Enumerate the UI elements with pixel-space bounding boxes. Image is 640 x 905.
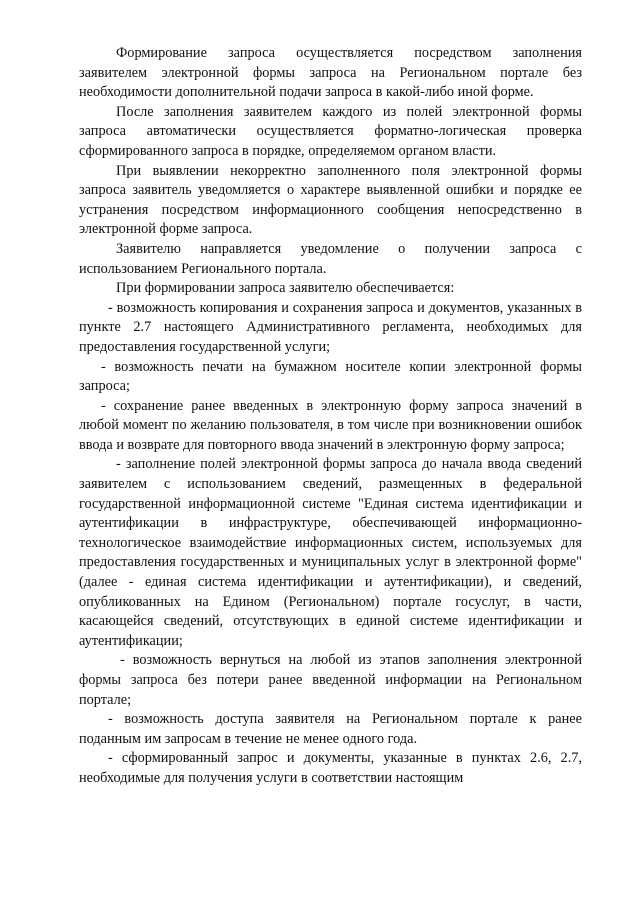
paragraph-receipt-notice: Заявителю направляется уведомление о получении запроса с использованием Регионального портала. <box>79 240 582 277</box>
list-item-print: - возможность печати на бумажном носителе копии электронной формы запроса; <box>79 358 582 395</box>
list-item-submitted-docs: - сформированный запрос и документы, указанные в пунктах 2.6, 2.7, необходимые для получения услуги в соответствии настоящим <box>79 750 582 786</box>
list-item-access-history: - возможность доступа заявителя на Региональном портале к ранее поданным им запросам в течение не менее одного года. <box>79 711 582 747</box>
paragraph-error-notification: При выявлении некорректно заполненного поля электронной формы запроса заявитель уведомляется о характере выявленной ошибки и порядке ее устранения посредством информационного сообщения непосредственно в электронной форме запроса. <box>79 162 582 238</box>
paragraph-request-formation: Формирование запроса осуществляется посредством заполнения заявителем электронной формы запроса на Региональном портале без необходимости дополнительной подачи запроса в какой-либо иной форме. <box>79 45 582 101</box>
list-item-return-step: - возможность вернуться на любой из этапов заполнения электронной формы запроса без потери ранее введенной информации на Региональном портале; <box>79 652 582 708</box>
list-item-save-values: - сохранение ранее введенных в электронную форму запроса значений в любой момент по желанию пользователя, в том числе при возникновении ошибок ввода и возврате для повторного ввода значений в электронную форму запроса; <box>79 397 582 453</box>
list-item-copy-save: - возможность копирования и сохранения запроса и документов, указанных в пункте 2.7 настоящего Административного регламента, необходимых для предоставления государственной услуги; <box>79 299 582 355</box>
paragraph-format-check: После заполнения заявителем каждого из полей электронной формы запроса автоматически осуществляется форматно-логическая проверка сформированного запроса в порядке, определяемом органом власти. <box>79 103 582 159</box>
list-item-autofill: - заполнение полей электронной формы запроса до начала ввода сведений заявителем с использованием сведений, размещенных в федеральной государственной информационной системе "Единая система идентификации и аутентификации в инфраструктуре, обеспечивающей информационно-технологическое взаимодействие информационных систем, используемых для предоставления государственных и муниципальных услуг в электронной форме" (далее - единая система идентификации и аутентификации), и сведений, опубликованных на Едином (Региональном) портале госуслуг, в части, касающейся сведений, отсутствующих в единой системе идентификации и аутентификации; <box>79 456 582 649</box>
paragraph-provided-features: При формировании запроса заявителю обеспечивается: <box>116 280 455 297</box>
